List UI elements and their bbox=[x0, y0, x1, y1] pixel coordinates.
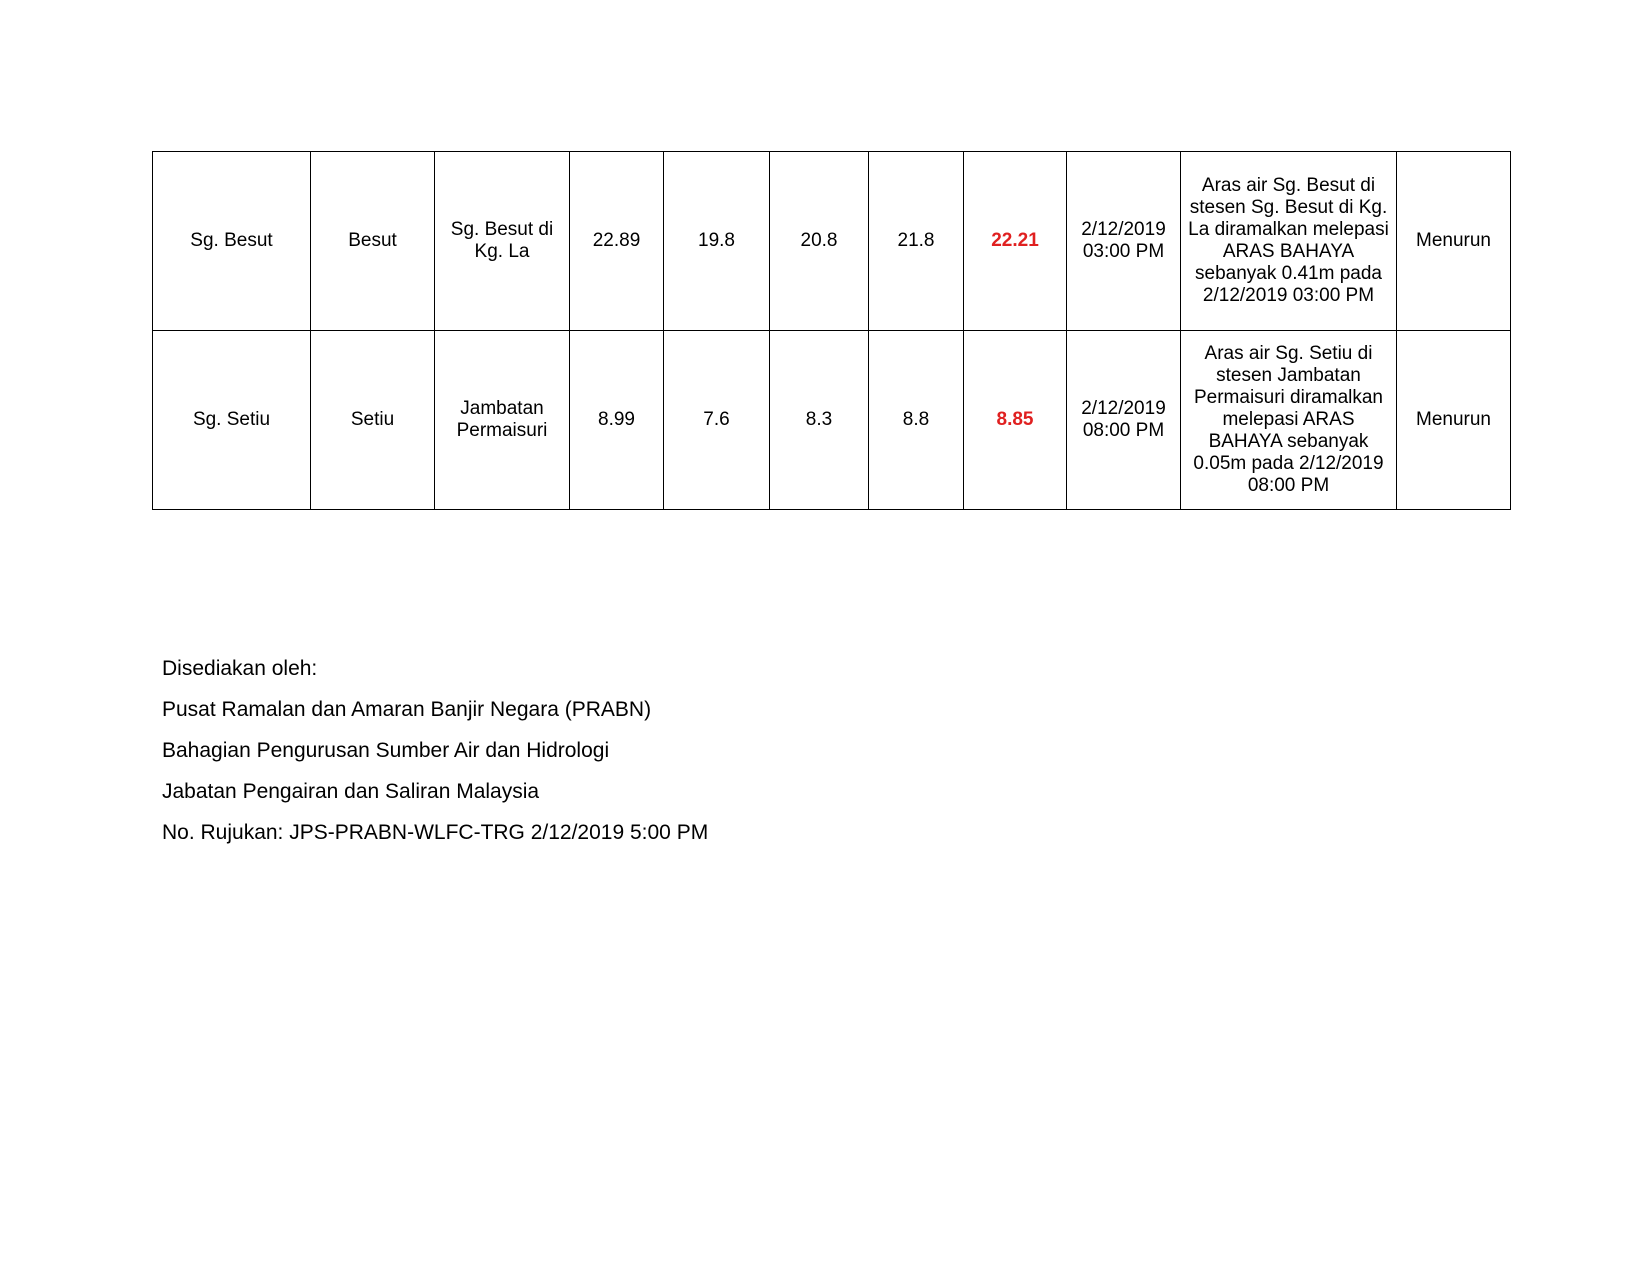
normal-level-cell: 19.8 bbox=[664, 152, 770, 331]
normal-level-cell: 7.6 bbox=[664, 331, 770, 510]
trend-cell: Menurun bbox=[1397, 152, 1511, 331]
warning-level-cell: 8.8 bbox=[869, 331, 964, 510]
reference-number: No. Rujukan: JPS-PRABN-WLFC-TRG 2/12/2019 5:00 PM bbox=[162, 821, 709, 844]
prepared-by-block bbox=[162, 648, 708, 853]
center-name: Pusat Ramalan dan Amaran Banjir Negara (PRABN) bbox=[162, 698, 652, 721]
station-cell: Sg. Besut di Kg. La bbox=[435, 152, 570, 331]
flood-forecast-table bbox=[152, 151, 1511, 510]
department-name: Jabatan Pengairan dan Saliran Malaysia bbox=[162, 780, 540, 803]
trend-cell: Menurun bbox=[1397, 331, 1511, 510]
prepared-by-label: Disediakan oleh: bbox=[162, 657, 318, 680]
alert-level-cell: 8.3 bbox=[770, 331, 869, 510]
warning-level-cell: 21.8 bbox=[869, 152, 964, 331]
remark-cell: Aras air Sg. Setiu di stesen Jambatan Permaisuri diramalkan melepasi ARAS BAHAYA sebanyak 0.05m pada 2/12/2019 08:00 PM bbox=[1181, 331, 1397, 510]
forecast-time-cell: 2/12/2019 08:00 PM bbox=[1067, 331, 1181, 510]
river-cell: Sg. Setiu bbox=[153, 331, 311, 510]
alert-level-cell: 20.8 bbox=[770, 152, 869, 331]
forecast-level-cell: 8.85 bbox=[964, 331, 1067, 510]
district-cell: Setiu bbox=[311, 331, 435, 510]
district-cell: Besut bbox=[311, 152, 435, 331]
forecast-time-cell: 2/12/2019 03:00 PM bbox=[1067, 152, 1181, 331]
current-level-cell: 8.99 bbox=[570, 331, 664, 510]
station-cell: Jambatan Permaisuri bbox=[435, 331, 570, 510]
remark-cell: Aras air Sg. Besut di stesen Sg. Besut di Kg. La diramalkan melepasi ARAS BAHAYA sebanyak 0.41m pada 2/12/2019 03:00 PM bbox=[1181, 152, 1397, 331]
current-level-cell: 22.89 bbox=[570, 152, 664, 331]
table-row bbox=[153, 331, 1511, 510]
table-row bbox=[153, 152, 1511, 331]
forecast-level-cell: 22.21 bbox=[964, 152, 1067, 331]
river-cell: Sg. Besut bbox=[153, 152, 311, 331]
division-name: Bahagian Pengurusan Sumber Air dan Hidrologi bbox=[162, 739, 610, 762]
